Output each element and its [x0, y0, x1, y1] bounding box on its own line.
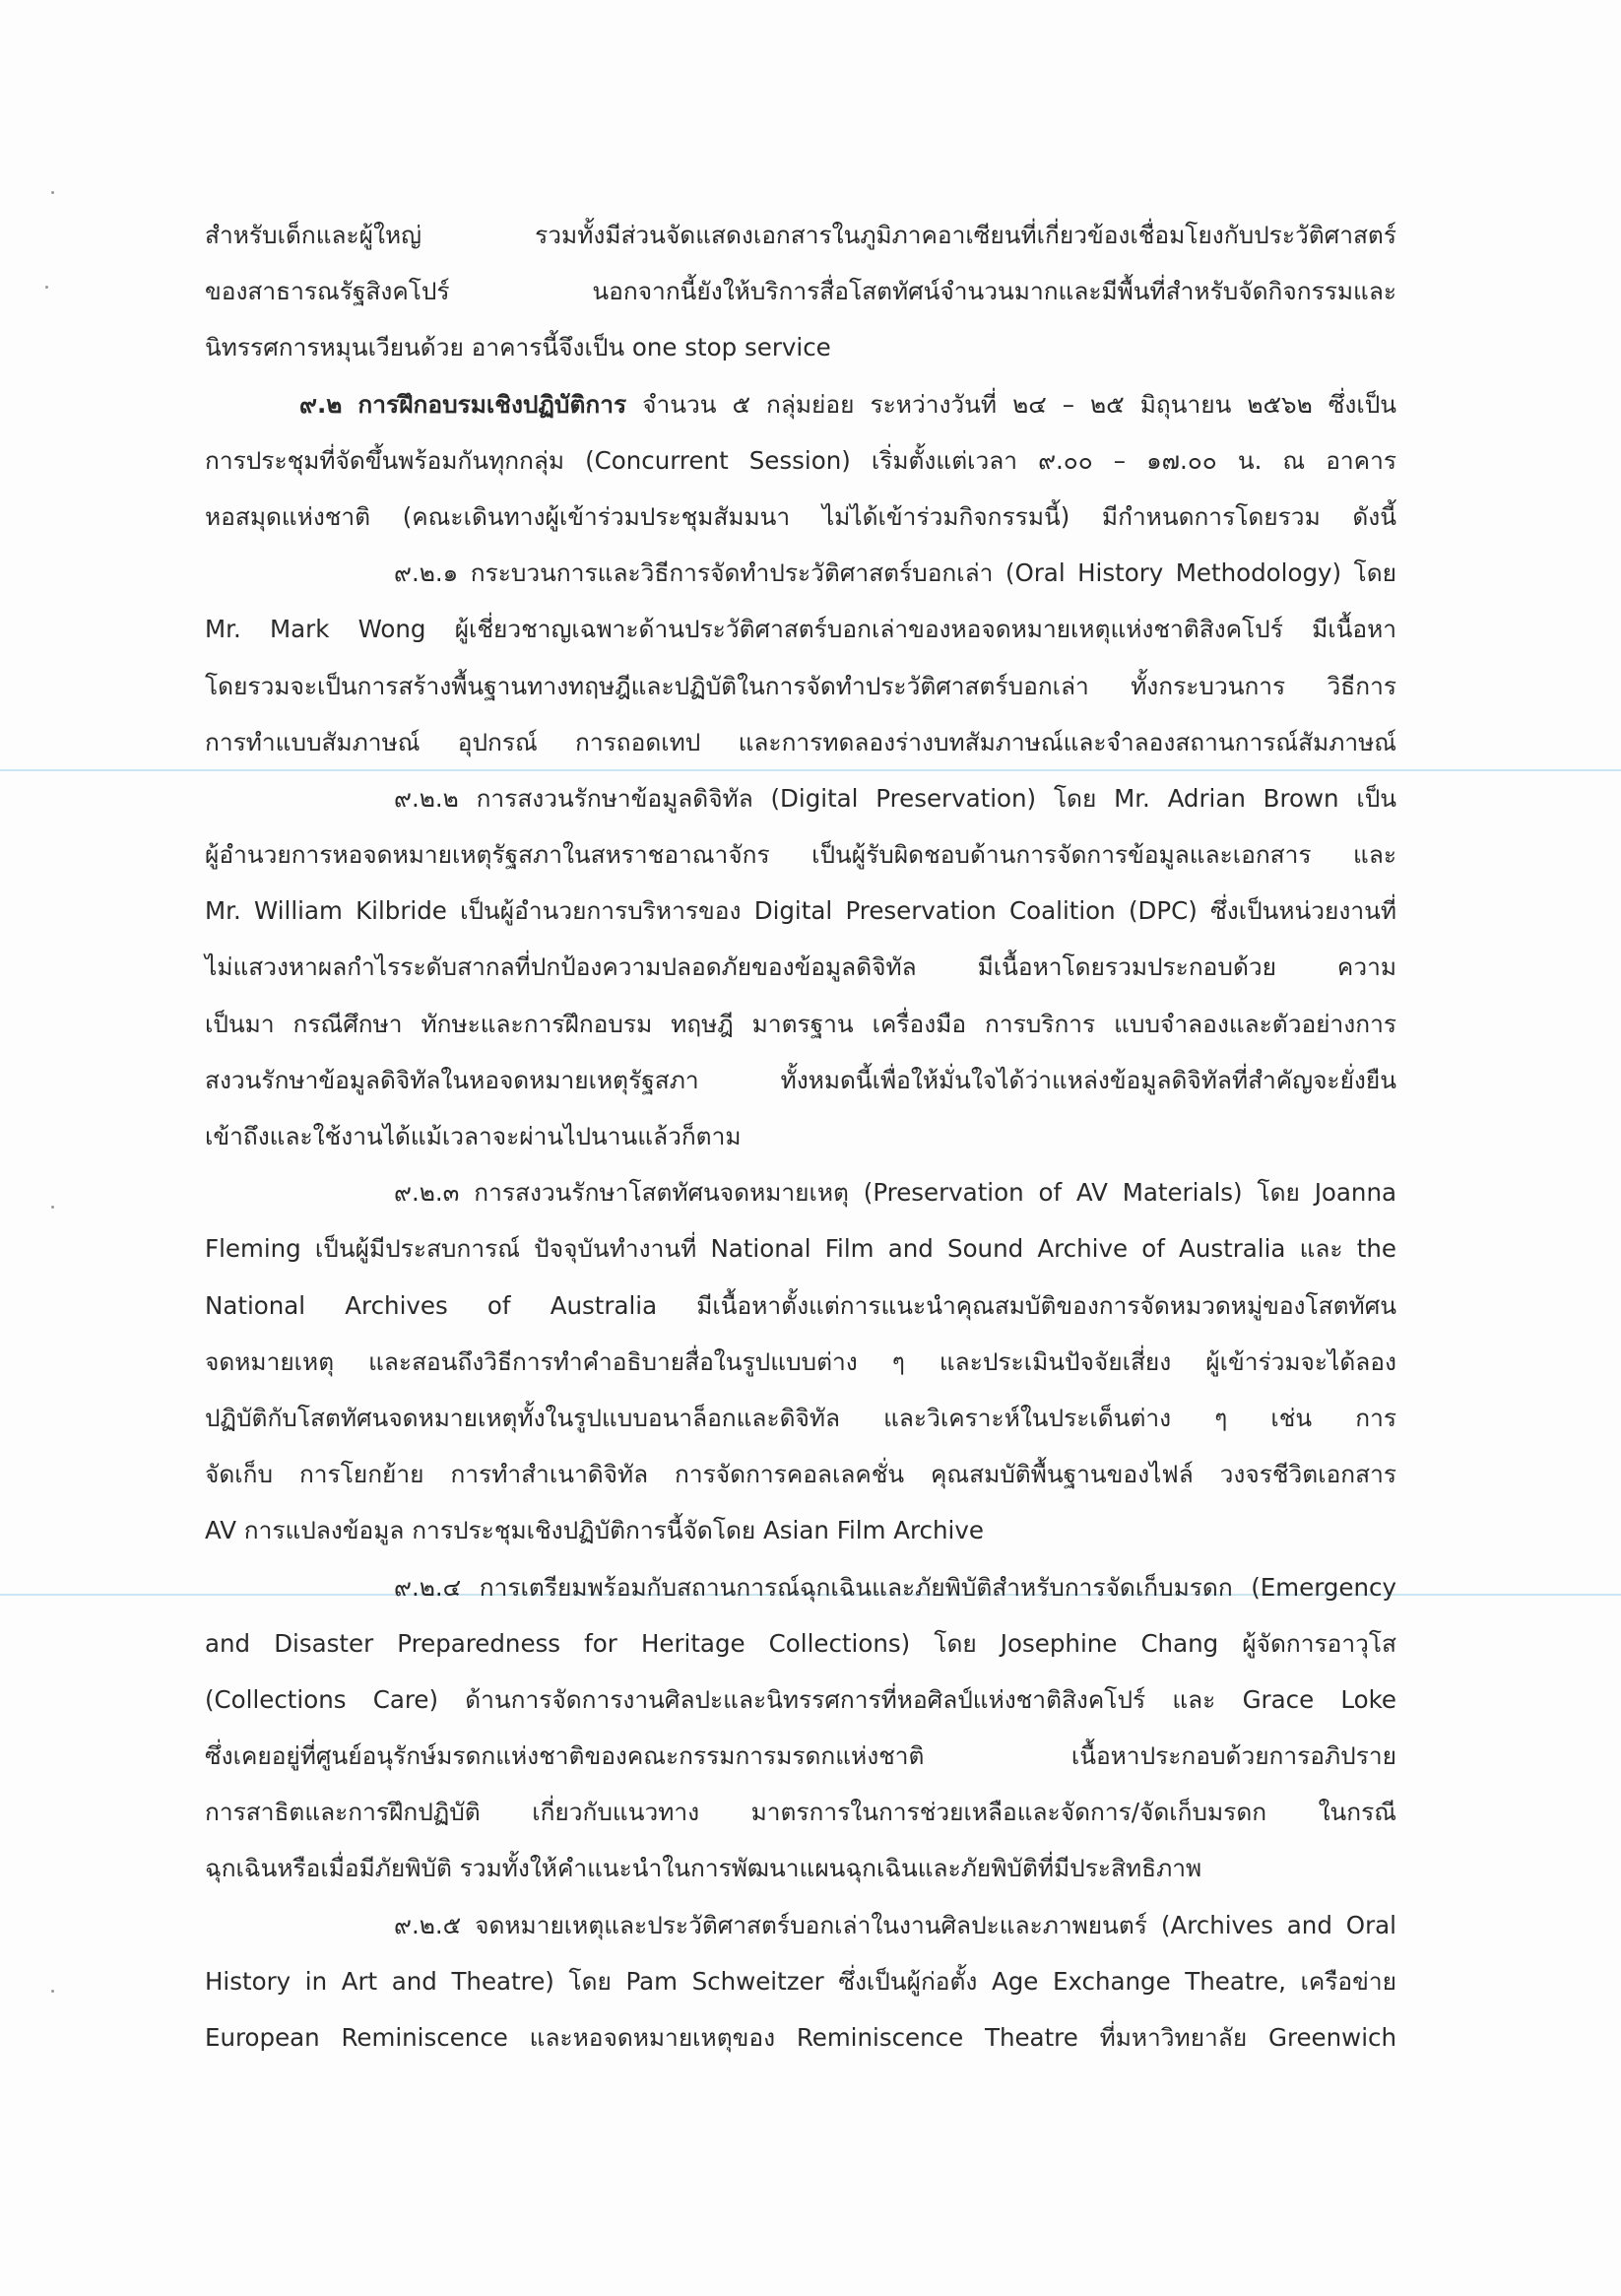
- text-line: จัดเก็บ การโยกย้าย การทำสำเนาดิจิทัล การจัดการคอลเลคชั่น คุณสมบัติพื้นฐานของไฟล์ วงจรชีวิตเอกสาร: [205, 1460, 1396, 1489]
- text-line: ของสาธารณรัฐสิงคโปร์ นอกจากนี้ยังให้บริการสื่อโสตทัศน์จำนวนมากและมีพื้นที่สำหรับจัดกิจกรรมและ: [205, 277, 1396, 306]
- subsection-9-2-4: [205, 1559, 1396, 1897]
- text-line: โดยรวมจะเป็นการสร้างพื้นฐานทางทฤษฎีและปฏิบัติในการจัดทำประวัติศาสตร์บอกเล่า ทั้งกระบวนการ วิธีการ: [205, 671, 1396, 700]
- text-line: สำหรับเด็กและผู้ใหญ่ รวมทั้งมีส่วนจัดแสดงเอกสารในภูมิภาคอาเซียนที่เกี่ยวข้องเชื่อมโยงกับประวัติศาสตร์: [205, 221, 1396, 249]
- section-number: ๙.๒: [299, 389, 343, 419]
- text-line: เข้าถึงและใช้งานได้แม้เวลาจะผ่านไปนานแล้วก็ตาม: [205, 1122, 742, 1150]
- text-line: and Disaster Preparedness for Heritage Collections) โดย Josephine Chang ผู้จัดการอาวุโส: [205, 1628, 1396, 1658]
- text-line: หอสมุดแห่งชาติ (คณะเดินทางผู้เข้าร่วมประชุมสัมมนา ไม่ได้เข้าร่วมกิจกรรมนี้) มีกำหนดการโดยรวม ดังนี้: [205, 501, 1396, 531]
- section-heading-rest: จำนวน ๕ กลุ่มย่อย ระหว่างวันที่ ๒๔ – ๒๕ มิถุนายน ๒๕๖๒ ซึ่งเป็น: [626, 389, 1396, 419]
- section-heading-line: [205, 376, 1396, 432]
- text-line: ๙.๒.๑ กระบวนการและวิธีการจัดทำประวัติศาสตร์บอกเล่า (Oral History Methodology) โดย: [394, 558, 1396, 588]
- text-line: AV การแปลงข้อมูล การประชุมเชิงปฏิบัติการนี้จัดโดย Asian Film Archive: [205, 1516, 984, 1545]
- text-line: ๙.๒.๒ การสงวนรักษาข้อมูลดิจิทัล (Digital Preservation) โดย Mr. Adrian Brown เป็น: [394, 783, 1396, 813]
- text-line: ๙.๒.๓ การสงวนรักษาโสตทัศนจดหมายเหตุ (Preservation of AV Materials) โดย Joanna: [394, 1178, 1396, 1208]
- text-line: นิทรรศการหมุนเวียนด้วย อาคารนี้จึงเป็น one stop service: [205, 333, 831, 362]
- text-line: History in Art and Theatre) โดย Pam Schweitzer ซึ่งเป็นผู้ก่อตั้ง Age Exchange Theatre, เครือข่าย: [205, 1966, 1396, 1996]
- text-line: Mr. Mark Wong ผู้เชี่ยวชาญเฉพาะด้านประวัติศาสตร์บอกเล่าของหอจดหมายเหตุแห่งชาติสิงคโปร์ มีเนื้อหา: [205, 615, 1396, 644]
- scan-speck: [51, 191, 54, 194]
- text-line: เป็นมา กรณีศึกษา ทักษะและการฝึกอบรม ทฤษฎี มาตรฐาน เครื่องมือ การบริการ แบบจำลองและตัวอย่างการ: [205, 1009, 1396, 1038]
- section-9-2: [205, 376, 1396, 546]
- scan-speck: [51, 1206, 54, 1209]
- text-line: National Archives of Australia มีเนื้อหาตั้งแต่การแนะนำคุณสมบัติของการจัดหมวดหมู่ของโสตทัศน: [205, 1290, 1396, 1320]
- text-line: ไม่แสวงหาผลกำไรระดับสากลที่ปกป้องความปลอดภัยของข้อมูลดิจิทัล มีเนื้อหาโดยรวมประกอบด้วย ความ: [205, 952, 1396, 982]
- text-line: ๙.๒.๔ การเตรียมพร้อมกับสถานการณ์ฉุกเฉินและภัยพิบัติสำหรับการจัดเก็บมรดก (Emergency: [394, 1572, 1396, 1602]
- text-line: การทำแบบสัมภาษณ์ อุปกรณ์ การถอดเทป และการทดลองร่างบทสัมภาษณ์และจำลองสถานการณ์สัมภาษณ์: [205, 727, 1396, 756]
- text-line: ฉุกเฉินหรือเมื่อมีภัยพิบัติ รวมทั้งให้คำแนะนำในการพัฒนาแผนฉุกเฉินและภัยพิบัติที่มีประสิทธิภาพ: [205, 1854, 1202, 1883]
- subsection-9-2-1: [205, 545, 1396, 770]
- document-body: [205, 207, 1396, 2066]
- text-line: Fleming เป็นผู้มีประสบการณ์ ปัจจุบันทำงานที่ National Film and Sound Archive of Australia และ the: [205, 1234, 1396, 1264]
- text-line: ๙.๒.๕ จดหมายเหตุและประวัติศาสตร์บอกเล่าในงานศิลปะและภาพยนตร์ (Archives and Oral: [394, 1910, 1396, 1939]
- text-line: ผู้อำนวยการหอจดหมายเหตุรัฐสภาในสหราชอาณาจักร เป็นผู้รับผิดชอบด้านการจัดการข้อมูลและเอกสาร และ: [205, 840, 1396, 870]
- text-line: การสาธิตและการฝึกปฏิบัติ เกี่ยวกับแนวทาง มาตรการในการช่วยเหลือและจัดการ/จัดเก็บมรดก ในกรณี: [205, 1798, 1396, 1827]
- text-line: สงวนรักษาข้อมูลดิจิทัลในหอจดหมายเหตุรัฐสภา ทั้งหมดนี้เพื่อให้มั่นใจได้ว่าแหล่งข้อมูลดิจิทัลที่สำคัญจะยั่งยืน: [205, 1065, 1396, 1094]
- paragraph-continuation: [205, 207, 1396, 376]
- scan-speck: [45, 286, 48, 289]
- text-line: ซึ่งเคยอยู่ที่ศูนย์อนุรักษ์มรดกแห่งชาติของคณะกรรมการมรดกแห่งชาติ เนื้อหาประกอบด้วยการอภิปราย: [205, 1741, 1396, 1771]
- text-line: Mr. William Kilbride เป็นผู้อำนวยการบริหารของ Digital Preservation Coalition (DPC) ซึ่งเป็นหน่วยงานที่: [205, 896, 1396, 926]
- section-title: การฝึกอบรมเชิงปฏิบัติการ: [357, 389, 627, 419]
- subsection-9-2-2: [205, 770, 1396, 1164]
- text-line: การประชุมที่จัดขึ้นพร้อมกันทุกกลุ่ม (Concurrent Session) เริ่มตั้งแต่เวลา ๙.๐๐ – ๑๗.๐๐ น. ณ อาคาร: [205, 445, 1396, 475]
- scan-speck: [51, 1990, 54, 1993]
- text-line: (Collections Care) ด้านการจัดการงานศิลปะและนิทรรศการที่หอศิลป์แห่งชาติสิงคโปร์ และ Grace Loke: [205, 1684, 1396, 1714]
- text-line: จดหมายเหตุ และสอนถึงวิธีการทำคำอธิบายสื่อในรูปแบบต่าง ๆ และประเมินปัจจัยเสี่ยง ผู้เข้าร่วมจะได้ลอง: [205, 1346, 1396, 1376]
- subsection-9-2-5: [205, 1897, 1396, 2066]
- text-line: European Reminiscence และหอจดหมายเหตุของ Reminiscence Theatre ที่มหาวิทยาลัย Greenwich: [205, 2023, 1396, 2052]
- subsection-9-2-3: [205, 1164, 1396, 1558]
- text-line: ปฏิบัติกับโสตทัศนจดหมายเหตุทั้งในรูปแบบอนาล็อกและดิจิทัล และวิเคราะห์ในประเด็นต่าง ๆ เช่น การ: [205, 1403, 1396, 1432]
